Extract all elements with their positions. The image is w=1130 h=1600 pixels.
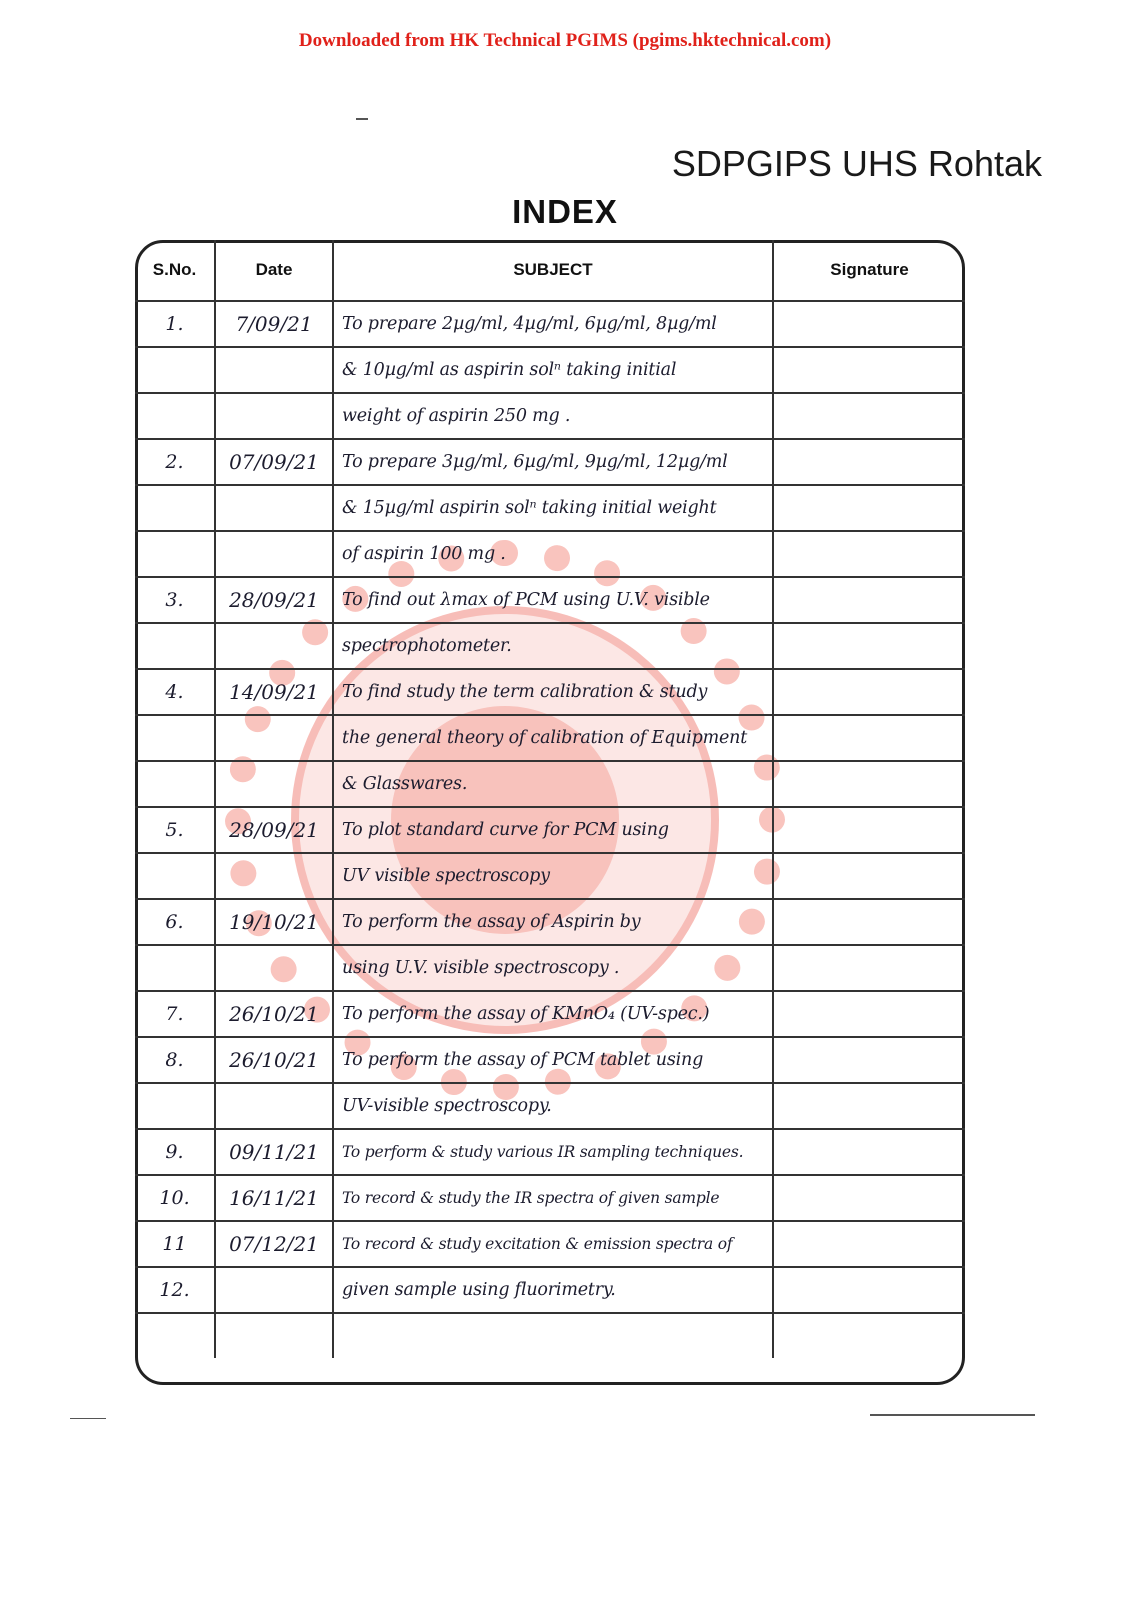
row-subject: To perform & study various IR sampling techniques. [333, 1129, 773, 1175]
row-date [215, 761, 333, 807]
row-sno: 3. [135, 577, 215, 623]
index-heading: INDEX [512, 193, 618, 230]
row-signature [773, 991, 965, 1037]
row-subject: UV-visible spectroscopy. [333, 1083, 773, 1129]
row-signature [773, 439, 965, 485]
row-date: 07/12/21 [215, 1221, 333, 1267]
row-date: 28/09/21 [215, 807, 333, 853]
row-signature [773, 899, 965, 945]
row-date [215, 531, 333, 577]
index-table [135, 240, 965, 1358]
table-row [135, 1175, 965, 1221]
download-banner: Downloaded from HK Technical PGIMS (pgims.hktechnical.com) [298, 30, 832, 51]
table-row [135, 899, 965, 945]
row-date: 28/09/21 [215, 577, 333, 623]
row-signature [773, 1083, 965, 1129]
row-subject: To record & study excitation & emission spectra of [333, 1221, 773, 1267]
row-subject: UV visible spectroscopy [333, 853, 773, 899]
row-sno: 12. [135, 1267, 215, 1313]
scan-mark [356, 118, 368, 120]
row-subject: To prepare 2µg/ml, 4µg/ml, 6µg/ml, 8µg/ml [333, 301, 773, 347]
row-signature [773, 853, 965, 899]
table-row [135, 393, 965, 439]
row-signature [773, 623, 965, 669]
row-date [215, 485, 333, 531]
table-row [135, 1083, 965, 1129]
row-subject: of aspirin 100 mg . [333, 531, 773, 577]
header-date: Date [215, 240, 333, 301]
row-date [215, 715, 333, 761]
table-header-row [135, 240, 965, 301]
table-row [135, 1037, 965, 1083]
row-date: 07/09/21 [215, 439, 333, 485]
row-subject: To find study the term calibration & study [333, 669, 773, 715]
row-sno [135, 761, 215, 807]
row-sno [135, 945, 215, 991]
row-sno [135, 531, 215, 577]
institution-name: SDPGIPS UHS Rohtak [671, 143, 1042, 184]
table-row [135, 1267, 965, 1313]
row-signature [773, 945, 965, 991]
row-signature [773, 1175, 965, 1221]
row-subject: & 10µg/ml as aspirin solⁿ taking initial [333, 347, 773, 393]
row-date: 14/09/21 [215, 669, 333, 715]
row-date: 09/11/21 [215, 1129, 333, 1175]
row-signature [773, 715, 965, 761]
row-subject: To perform the assay of Aspirin by [333, 899, 773, 945]
row-subject [333, 1313, 773, 1358]
row-sno: 6. [135, 899, 215, 945]
row-date: 16/11/21 [215, 1175, 333, 1221]
row-subject: given sample using fluorimetry. [333, 1267, 773, 1313]
table-row [135, 577, 965, 623]
row-subject: the general theory of calibration of Equipment [333, 715, 773, 761]
row-sno: 11 [135, 1221, 215, 1267]
scan-mark [70, 1418, 106, 1419]
row-subject: spectrophotometer. [333, 623, 773, 669]
table-row [135, 623, 965, 669]
row-subject: To prepare 3µg/ml, 6µg/ml, 9µg/ml, 12µg/ml [333, 439, 773, 485]
row-date [215, 1083, 333, 1129]
row-date [215, 945, 333, 991]
table-row [135, 669, 965, 715]
row-date [215, 347, 333, 393]
row-date [215, 853, 333, 899]
row-signature [773, 1129, 965, 1175]
table-row [135, 761, 965, 807]
row-signature [773, 485, 965, 531]
row-sno: 5. [135, 807, 215, 853]
row-signature [773, 761, 965, 807]
table-row [135, 991, 965, 1037]
header-sno: S.No. [152, 260, 197, 279]
row-sno: 8. [135, 1037, 215, 1083]
row-date [215, 1267, 333, 1313]
header-signature: Signature [773, 240, 965, 301]
row-sno: 4. [135, 669, 215, 715]
row-sno: 7. [135, 991, 215, 1037]
row-subject: weight of aspirin 250 mg . [333, 393, 773, 439]
row-subject: & 15µg/ml aspirin solⁿ taking initial weight [333, 485, 773, 531]
row-date: 26/10/21 [215, 1037, 333, 1083]
table-row [135, 531, 965, 577]
row-signature [773, 669, 965, 715]
row-sno [135, 853, 215, 899]
row-sno [135, 1313, 215, 1358]
row-subject: To find out λmax of PCM using U.V. visible [333, 577, 773, 623]
row-sno [135, 623, 215, 669]
table-row [135, 1221, 965, 1267]
row-date [215, 1313, 333, 1358]
row-subject: To plot standard curve for PCM using [333, 807, 773, 853]
row-signature [773, 393, 965, 439]
row-signature [773, 1037, 965, 1083]
table-row [135, 1313, 965, 1358]
row-subject: To record & study the IR spectra of given sample [333, 1175, 773, 1221]
row-signature [773, 807, 965, 853]
header-subject: SUBJECT [333, 240, 773, 301]
row-sno [135, 715, 215, 761]
row-signature [773, 1267, 965, 1313]
row-subject: To perform the assay of KMnO₄ (UV-spec.) [333, 991, 773, 1037]
row-sno: 9. [135, 1129, 215, 1175]
row-sno: 2. [135, 439, 215, 485]
row-date [215, 393, 333, 439]
row-date: 19/10/21 [215, 899, 333, 945]
row-sno [135, 1083, 215, 1129]
row-sno [135, 347, 215, 393]
row-signature [773, 531, 965, 577]
table-row [135, 1129, 965, 1175]
row-signature [773, 577, 965, 623]
table-row [135, 945, 965, 991]
row-subject: To perform the assay of PCM tablet using [333, 1037, 773, 1083]
table-row [135, 347, 965, 393]
row-signature [773, 301, 965, 347]
table-row [135, 715, 965, 761]
row-date: 7/09/21 [215, 301, 333, 347]
table-row [135, 439, 965, 485]
row-signature [773, 347, 965, 393]
row-signature [773, 1313, 965, 1358]
row-signature [773, 1221, 965, 1267]
row-sno [135, 485, 215, 531]
row-date: 26/10/21 [215, 991, 333, 1037]
table-row [135, 485, 965, 531]
row-sno: 1. [135, 301, 215, 347]
table-row [135, 301, 965, 347]
table-row [135, 853, 965, 899]
row-subject: & Glasswares. [333, 761, 773, 807]
row-sno [135, 393, 215, 439]
row-sno: 10. [135, 1175, 215, 1221]
row-date [215, 623, 333, 669]
scan-mark [870, 1414, 1035, 1416]
row-subject: using U.V. visible spectroscopy . [333, 945, 773, 991]
table-row [135, 807, 965, 853]
